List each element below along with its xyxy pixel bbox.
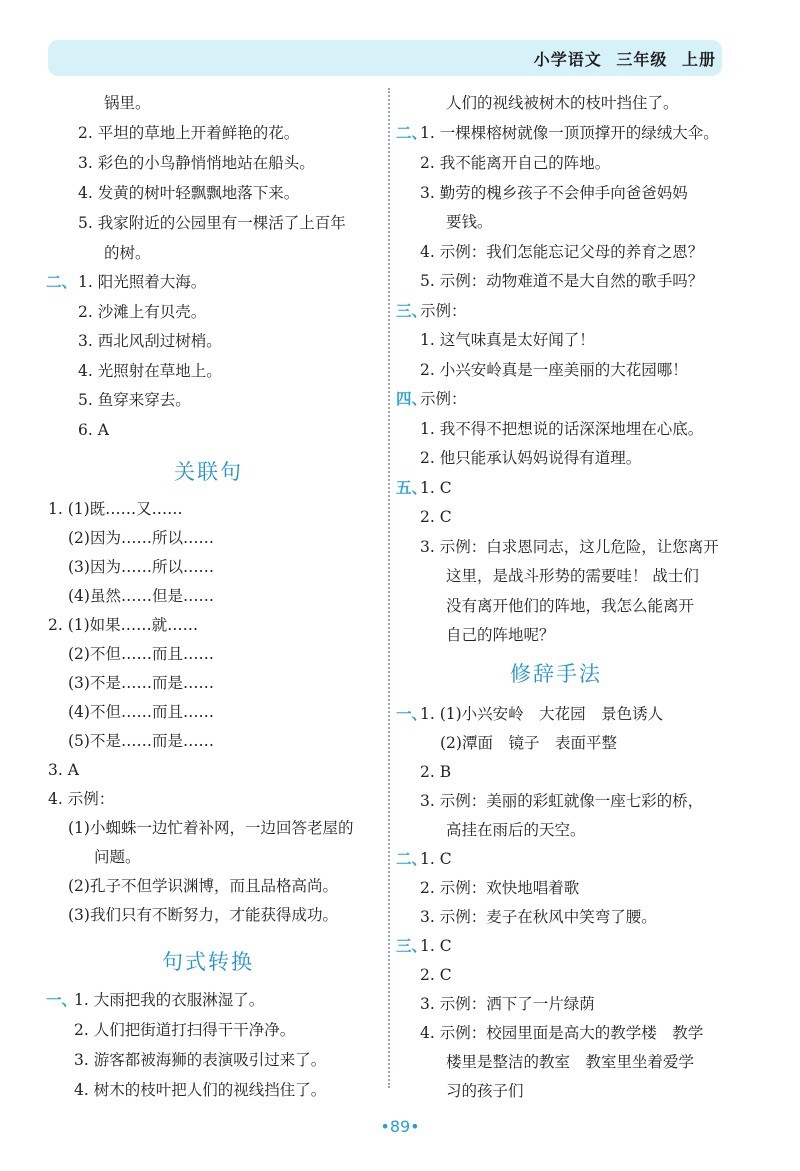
text-line: 1. 大雨把我的衣服淋湿了。 [74,991,265,1009]
text-line: 4. 示例：我们怎能忘记父母的养育之恩？ [420,243,704,261]
section-marker: 二、 [396,850,428,868]
text-line: 2. 他只能承认妈妈说得有道理。 [420,449,642,467]
text-line: 2. (1)如果……就…… [48,616,199,634]
text-line: 1. 一棵棵榕树就像一顶顶撑开的绿绒大伞。 [420,124,719,142]
text-line: 1. (1)小兴安岭 大花园 景色诱人 [420,705,664,723]
text-line: 3. A [48,761,79,779]
text-line: 4. 示例：校园里面是高大的教学楼 教学 [420,1024,704,1042]
text-line: 2. C [420,508,452,526]
text-line: 习的孩子们 [446,1082,524,1100]
header-volume: 上册 [681,50,716,69]
text-line: 4. 树木的枝叶把人们的视线挡住了。 [74,1081,327,1099]
section-marker: 四、 [396,390,428,408]
text-line: 5. 示例：动物难道不是大自然的歌手吗？ [420,272,704,290]
text-line: 2. 人们把街道打扫得干干净净。 [74,1021,296,1039]
text-line: 3. 勤劳的槐乡孩子不会伸手向爸爸妈妈 [420,184,688,202]
text-line: 3. 示例：美丽的彩虹就像一座七彩的桥， [420,792,704,810]
section-marker: 一、 [396,705,428,723]
section-marker: 三、 [396,302,428,320]
section-marker: 五、 [396,479,428,497]
text-line: 4. 发黄的树叶轻飘飘地落下来。 [78,184,300,202]
text-line: (2)因为……所以…… [68,529,214,547]
text-line: 2. 我不能离开自己的阵地。 [420,154,611,172]
text-line: (4)虽然……但是…… [68,587,214,605]
text-line: 1. C [420,850,452,868]
text-line: 要钱。 [446,213,493,231]
text-line: 2. B [420,763,452,781]
text-line: (1)小蜘蛛一边忙着补网，一边回答老屋的 [68,819,354,837]
text-line: 示例： [420,390,467,408]
column-divider [388,88,390,1088]
text-line: 3. 示例：麦子在秋风中笑弯了腰。 [420,908,657,926]
header-grade: 三年级 [616,50,668,69]
text-line: 3. 彩色的小鸟静悄悄地站在船头。 [78,154,315,172]
text-line: 人们的视线被树木的枝叶挡住了。 [446,94,679,112]
text-line: 1. C [420,937,452,955]
text-line: 5. 鱼穿来穿去。 [78,391,191,409]
text-line: (5)不是……而是…… [68,732,214,750]
text-line: 高挂在雨后的天空。 [446,821,586,839]
text-line: (3)我们只有不断努力，才能获得成功。 [68,906,338,924]
text-line: (2)孔子不但学识渊博，而且品格高尚。 [68,877,338,895]
text-line: 1. (1)既……又…… [48,500,183,518]
text-line: 楼里是整洁的教室 教室里坐着爱学 [446,1053,695,1071]
text-line: (3)不是……而是…… [68,674,214,692]
section-marker: 一、 [46,991,78,1009]
section-title-guanlianju: 关联句 [174,460,243,484]
text-line: 问题。 [94,848,141,866]
text-line: 2. 示例：欢快地唱着歌 [420,879,580,897]
text-line: 锅里。 [104,94,151,112]
text-line: 1. 我不得不把想说的话深深地埋在心底。 [420,420,704,438]
text-line: (2)不但……而且…… [68,645,214,663]
header-subject: 小学语文 [533,50,602,69]
text-line: 的树。 [104,244,151,262]
text-line: 6. A [78,421,109,439]
text-line: 3. 游客都被海狮的表演吸引过来了。 [74,1051,327,1069]
section-title-xiucishoufa: 修辞手法 [510,662,602,686]
text-line: 没有离开他们的阵地，我怎么能离开 [446,597,695,615]
text-line: (4)不但……而且…… [68,703,214,721]
text-line: 3. 西北风刮过树梢。 [78,332,222,350]
text-line: 4. 光照射在草地上。 [78,362,222,380]
text-line: 这里，是战斗形势的需要哇！ 战士们 [446,567,699,585]
text-line: (3)因为……所以…… [68,558,214,576]
section-title-jushizhuanhuan: 句式转换 [162,950,254,974]
text-line: 示例： [420,302,467,320]
text-line: 2. C [420,966,452,984]
text-line: 4. 示例： [48,790,115,808]
text-line: (2)潭面 镜子 表面平整 [440,734,617,752]
text-line: 1. 这气味真是太好闻了！ [420,331,595,349]
text-line: 1. 阳光照着大海。 [78,273,207,291]
text-line: 1. C [420,479,452,497]
text-line: 2. 小兴安岭真是一座美丽的大花园哪！ [420,361,688,379]
text-line: 5. 我家附近的公园里有一棵活了上百年 [78,214,346,232]
section-marker: 二、 [396,124,428,142]
page-number: •89• [380,1117,420,1136]
section-marker: 二、 [46,273,78,291]
text-line: 3. 示例：白求恩同志，这儿危险，让您离开 [420,538,719,556]
text-line: 2. 平坦的草地上开着鲜艳的花。 [78,124,300,142]
header-title [534,47,716,70]
text-line: 自己的阵地呢？ [446,626,555,644]
text-line: 3. 示例：洒下了一片绿荫 [420,995,595,1013]
section-marker: 三、 [396,937,428,955]
text-line: 2. 沙滩上有贝壳。 [78,303,207,321]
